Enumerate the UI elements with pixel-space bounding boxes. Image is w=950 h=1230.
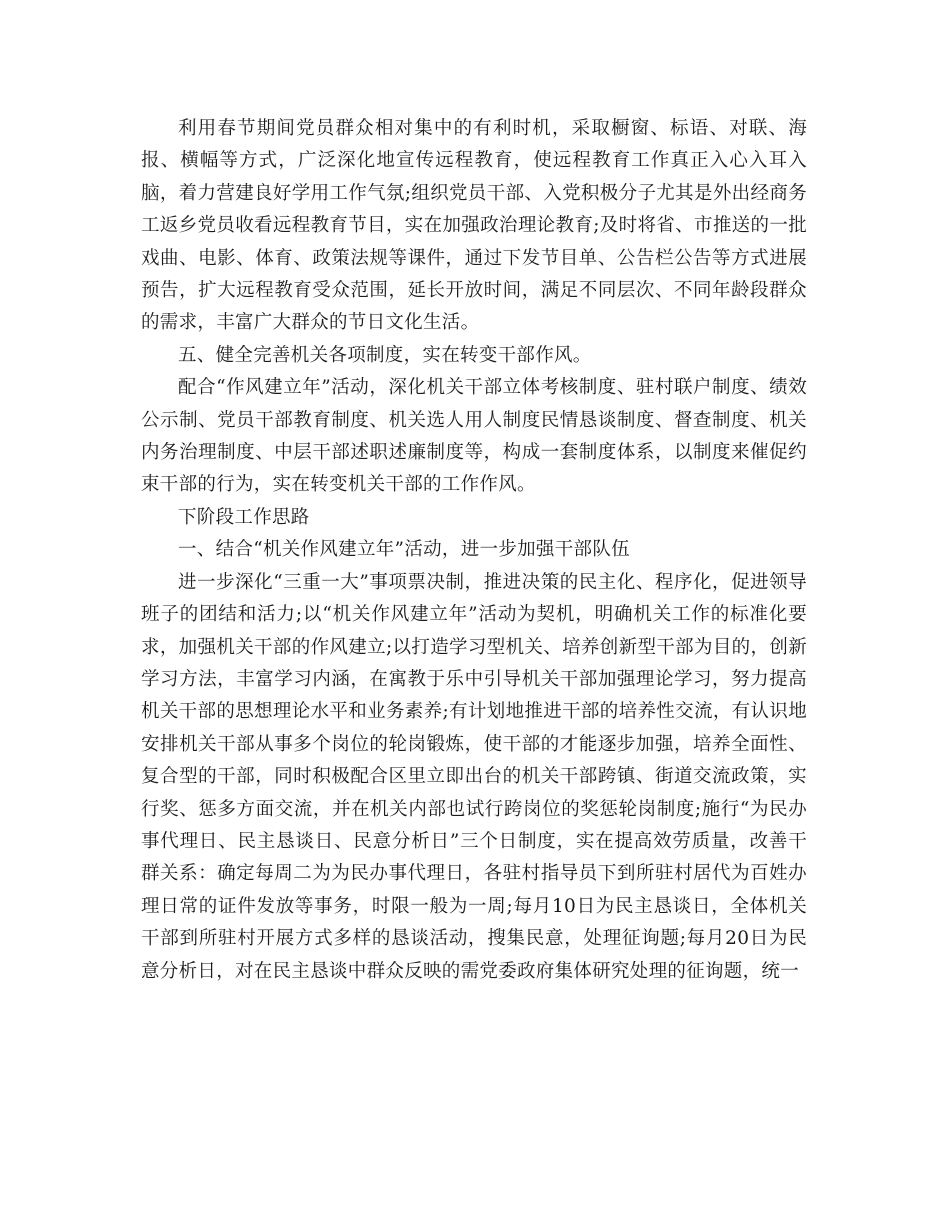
paragraph-team: 进一步深化“三重一大”事项票决制，推进决策的民主化、程序化，促进领导班子的团结和活力;以“机关作风建立年”活动为契机，明确机关工作的标准化要求，加强机关干部的作风建立;以打造学习型机关、培养创新型干部为目的，创新学习方法，丰富学习内涵，在寓教于乐中引导机关干部加强理论学习，努力提高机关干部的思想理论水平和业务素养;有计划地推进干部的培养性交流，有认识地安排机关干部从事多个岗位的轮岗锻炼，使干部的才能逐步加强，培养全面性、复合型的干部，同时积极配合区里立即出台的机关干部跨镇、街道交流政策，实行奖、惩多方面交流，并在机关内部也试行跨岗位的奖惩轮岗制度;施行“为民办事代理日、民主恳谈日、民意分析日”三个日制度，实在提高效劳质量，改善干群关系：确定每周二为为民办事代理日，各驻村指导员下到所驻村居代为百姓办理日常的证件发放等事务，时限一般为一周;每月10日为民主恳谈日，全体机关干部到所驻村开展方式多样的恳谈活动，搜集民意，处理征询题;每月20日为民意分析日，对在民主恳谈中群众反映的需党委政府集体研究处理的征询题，统一 [141, 571, 807, 982]
heading-one-team: 一、结合“机关作风建立年”活动，进一步加强干部队伍 [178, 539, 630, 561]
heading-five-system: 五、健全完善机关各项制度，实在转变干部作风。 [178, 344, 592, 366]
document-body [141, 113, 807, 988]
paragraph-publicity: 利用春节期间党员群众相对集中的有利时机，采取橱窗、标语、对联、海报、横幅等方式，广泛深化地宣传远程教育，使远程教育工作真正入心入耳入脑，着力营建良好学用工作气氛;组织党员干部、入党积极分子尤其是外出经商务工返乡党员收看远程教育节目，实在加强政治理论教育;及时将省、市推送的一批戏曲、电影、体育、政策法规等课件，通过下发节目单、公告栏公告等方式进展预告，扩大远程教育受众范围，延长开放时间，满足不同层次、不同年龄段群众的需求，丰富广大群众的节日文化生活。 [141, 118, 807, 334]
heading-next-stage: 下阶段工作思路 [178, 506, 310, 528]
paragraph-system: 配合“作风建立年”活动，深化机关干部立体考核制度、驻村联户制度、绩效公示制、党员干部教育制度、机关选人用人制度民情恳谈制度、督查制度、机关内务治理制度、中层干部述职述廉制度等，构成一套制度体系，以制度来催促约束干部的行为，实在转变机关干部的工作作风。 [141, 377, 807, 496]
